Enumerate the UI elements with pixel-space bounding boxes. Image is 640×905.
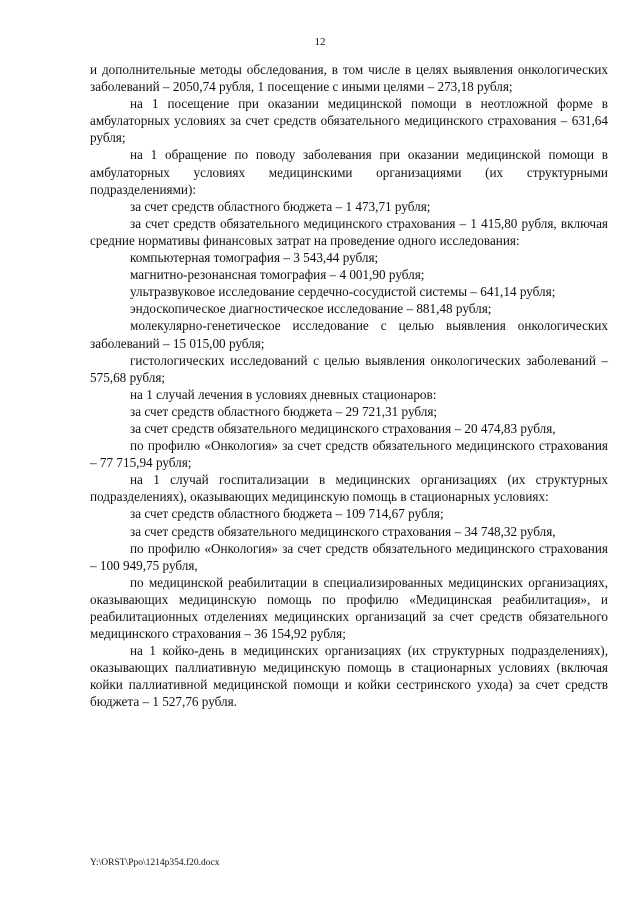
paragraph: и дополнительные методы обследования, в том числе в целях выявления онкологических заболеваний – 2050,74 рубля, 1 посещение с иными целями – 273,18 рубля;	[90, 62, 608, 95]
paragraph: гистологических исследований с целью выявления онкологических заболеваний – 575,68 рубля;	[90, 352, 608, 385]
paragraph: за счет средств обязательного медицинского страхования – 20 474,83 рубля,	[130, 420, 556, 436]
page-number: 12	[314, 36, 326, 48]
document-body	[90, 61, 608, 711]
paragraph: по профилю «Онкология» за счет средств обязательного медицинского страхования – 100 949,75 рубля,	[90, 540, 608, 573]
paragraph: за счет средств обязательного медицинского страхования – 34 748,32 рубля,	[130, 523, 556, 539]
paragraph: на 1 случай госпитализации в медицинских организациях (их структурных подразделениях), оказывающих медицинскую помощь в стационарных условиях:	[90, 472, 608, 505]
paragraph: ультразвуковое исследование сердечно-сосудистой системы – 641,14 рубля;	[130, 284, 556, 300]
paragraph: компьютерная томография – 3 543,44 рубля;	[130, 250, 379, 266]
paragraph: молекулярно-генетическое исследование с целью выявления онкологических заболеваний – 15 015,00 рубля;	[90, 318, 608, 351]
paragraph: за счет средств областного бюджета – 29 721,31 рубля;	[130, 403, 438, 419]
paragraph: эндоскопическое диагностическое исследование – 881,48 рубля;	[130, 301, 492, 317]
paragraph: на 1 койко-день в медицинских организациях (их структурных подразделениях), оказывающих паллиативную медицинскую помощь в стационарных условиях (включая койки паллиативной медицинской помощи и койки сестринского ухода) за счет средств бюджета – 1 527,76 рубля.	[90, 643, 608, 710]
paragraph: по профилю «Онкология» за счет средств обязательного медицинского страхования – 77 715,94 рубля;	[90, 438, 608, 471]
paragraph: по медицинской реабилитации в специализированных медицинских организациях, оказывающих медицинскую помощь по профилю «Медицинская реабилитация», и реабилитационных отделениях медицинских организаций за счет средств обязательного медицинского страхования – 36 154,92 рубля;	[90, 574, 608, 642]
paragraph: на 1 посещение при оказании медицинской помощи в неотложной форме в амбулаторных условиях за счет средств обязательного медицинского страхования – 631,64 рубля;	[90, 96, 608, 146]
paragraph: за счет средств областного бюджета – 1 473,71 рубля;	[130, 198, 431, 214]
paragraph: на 1 случай лечения в условиях дневных стационаров:	[130, 386, 437, 402]
paragraph: на 1 обращение по поводу заболевания при оказании медицинской помощи в амбулаторных условиях медицинскими организациями (их структурными подразделениями):	[90, 147, 608, 197]
paragraph: за счет средств областного бюджета – 109 714,67 рубля;	[130, 506, 444, 522]
paragraph: магнитно-резонансная томография – 4 001,90 рубля;	[130, 267, 425, 283]
file-path-footer: Y:\ORST\Ppo\1214p354.f20.docx	[90, 858, 220, 868]
paragraph: за счет средств обязательного медицинского страхования – 1 415,80 рубля, включая средние нормативы финансовых затрат на проведение одного исследования:	[90, 215, 608, 248]
